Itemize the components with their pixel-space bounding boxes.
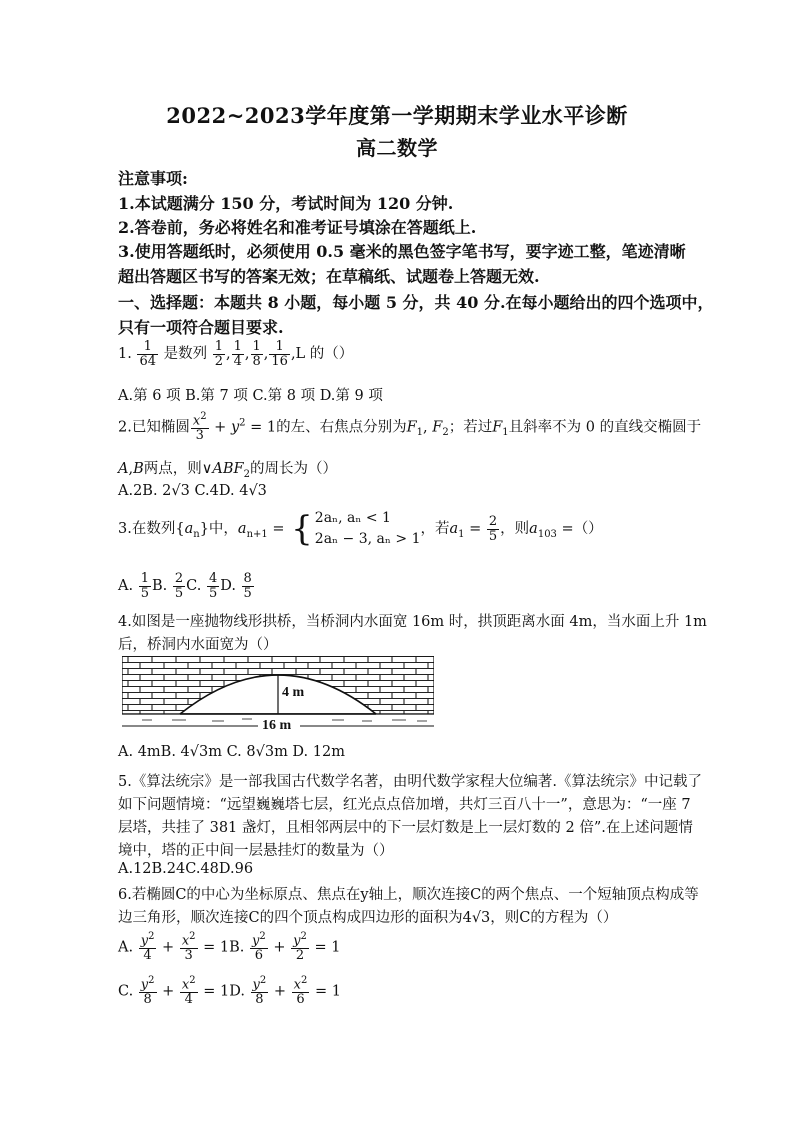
question-3: 3.在数列$\{a_n\}$中，$a_{n+1}$ = { 2aₙ, aₙ < 1 2aₙ − 3, aₙ > 1 ，若$a_1$ = $\frac{2}{5}$ ，则$a_{103}$ =（）: [118, 509, 603, 549]
exam-subject: 高二数学: [356, 136, 438, 160]
section-heading-line-2: 只有一项符合题目要求.: [118, 318, 284, 337]
bridge-height-label: 4 m: [282, 685, 305, 700]
question-2-line-2: A,B两点，则$\vee ABF_2$的周长为（）: [118, 461, 337, 480]
notice-item-2: 2.答卷前，务必将姓名和准考证号填涂在答题纸上.: [118, 218, 477, 237]
question-6-options-cd: C. $\frac{y^2}{8}$ + $\frac{x^2}{4}$ = 1D. $\frac{y^2}{8}$ + $\frac{x^2}{6}$ = 1: [118, 975, 341, 1007]
notice-heading: 注意事项:: [118, 169, 188, 188]
question-1: 1. $\frac{1}{64}$ 是数列 $\frac{1}{2}$ , $\frac{1}{4}$ , $\frac{1}{8}$ , $\frac{1}{16}$ ,L 的（）: [118, 339, 354, 369]
arch-bridge-figure: [122, 656, 434, 734]
question-4-options: A. 4mB. 4√3m C. 8√3m D. 12m: [118, 744, 345, 760]
question-5-options: A.12B.24C.48D.96: [118, 861, 254, 877]
question-6-line-2: 边三角形，顺次连接C的四个顶点构成四边形的面积为4√3，则C的方程为（）: [118, 910, 618, 926]
question-5-line-3: 层塔，共挂了 381 盏灯，且相邻两层中的下一层灯数是上一层灯数的 2 倍”.在上述问题情: [118, 820, 693, 836]
question-4-line-2: 后，桥洞内水面宽为（）: [118, 637, 278, 653]
section-heading-line-1: 一、选择题：本题共 8 小题，每小题 5 分，共 40 分.在每小题给出的四个选项中，: [118, 293, 714, 312]
exam-title: 2022~2023学年度第一学期期末学业水平诊断: [166, 103, 628, 128]
notice-item-3: 3.使用答题纸时，必须使用 0.5 毫米的黑色签字笔书写，要字迹工整，笔迹清晰: [118, 242, 686, 261]
notice-item-1: 1.本试题满分 150 分，考试时间为 120 分钟.: [118, 194, 454, 213]
question-2-options: A.2B. 2√3 C.4D. 4√3: [118, 483, 267, 499]
bridge-width-label: 16 m: [262, 718, 292, 733]
question-2: 2.已知椭圆 $\frac{x^2}{3}$ + $y^2 = 1$的左、右焦点分别为$F_1$, $F_2$；若过$F_1$且斜率不为 0 的直线交椭圆于: [118, 411, 702, 443]
question-5-line-2: 如下问题情境：“远望巍巍塔七层，红光点点倍加增，共灯三百八十一”，意思为：“一座 7: [118, 797, 691, 813]
question-5-line-1: 5.《算法统宗》是一部我国古代数学名著，由明代数学家程大位编著.《算法统宗》中记载了: [118, 774, 702, 790]
question-6-options-ab: A. $\frac{y^2}{4}$ + $\frac{x^2}{3}$ = 1B. $\frac{y^2}{6}$ + $\frac{y^2}{2}$ = 1: [118, 931, 341, 963]
question-3-options: A. $\frac{1}{5}$ B. $\frac{2}{5}$ C. $\frac{4}{5}$ D. $\frac{8}{5}$: [118, 571, 252, 601]
notice-item-4: 超出答题区书写的答案无效；在草稿纸、试题卷上答题无效.: [118, 267, 540, 286]
question-6-line-1: 6.若椭圆C的中心为坐标原点、焦点在y轴上，顺次连接C的两个焦点、一个短轴顶点构成等: [118, 887, 699, 903]
question-1-options: A.第 6 项 B.第 7 项 C.第 8 项 D.第 9 项: [118, 388, 383, 404]
fraction: $\frac{1}{64}$: [139, 339, 156, 369]
question-5-line-4: 境中，塔的正中间一层悬挂灯的数量为（）: [118, 843, 394, 859]
question-4-line-1: 4.如图是一座抛物线形拱桥，当桥洞内水面宽 16m 时，拱顶距离水面 4m，当水面上升 1m: [118, 614, 707, 630]
